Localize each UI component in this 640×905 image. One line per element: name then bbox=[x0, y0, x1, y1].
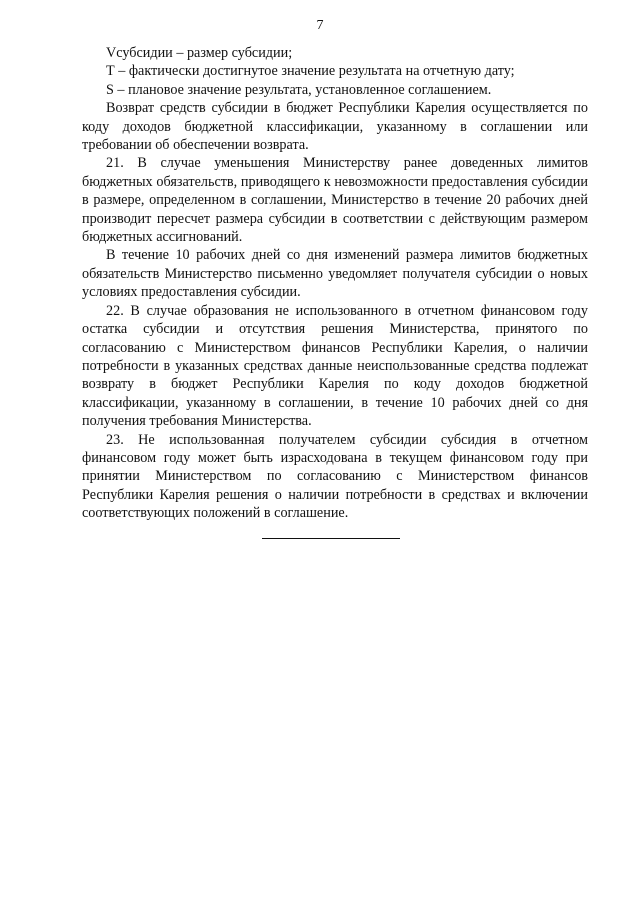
paragraph-21: 21. В случае уменьшения Министерству ранее доведенных лимитов бюджетных обязательств, приводящего к невозможности предоставления субсидии в размере, определенном в соглашении, Министерство в течение 20 рабочих дней производит пересчет размера субсидии в соответствии с действующим размером бюджетных ассигнований. bbox=[82, 155, 588, 246]
end-separator-line bbox=[262, 538, 400, 539]
paragraph-definition-s: S – плановое значение результата, установленное соглашением. bbox=[106, 81, 492, 98]
page-number: 7 bbox=[316, 18, 324, 33]
paragraph-definition-t: Т – фактически достигнутое значение результата на отчетную дату; bbox=[106, 63, 515, 80]
paragraph-23: 23. Не использованная получателем субсидии субсидия в отчетном финансовом году может быть израсходована в текущем финансовом году при принятии Министерством по согласованию с Министерством финансов Республики Карелия решения о наличии потребности в средствах и включении соответствующих положений в соглашение. bbox=[82, 431, 588, 522]
paragraph-22: 22. В случае образования не использованного в отчетном финансовом году остатка субсидии и отсутствия решения Министерства, принятого по согласованию с Министерством финансов Республики Карелия, о наличии потребности в указанных средствах данные неиспользованные средства подлежат возврату в бюджет Республики Карелия по коду доходов бюджетной классификации, указанному в соглашении, в течение 10 рабочих дней со дня получения требования Министерства. bbox=[82, 302, 588, 430]
document-body bbox=[82, 44, 588, 523]
paragraph-21-notice: В течение 10 рабочих дней со дня изменений размера лимитов бюджетных обязательств Министерство письменно уведомляет получателя субсидии о новых условиях предоставления субсидии. bbox=[82, 247, 588, 301]
paragraph-refund: Возврат средств субсидии в бюджет Республики Карелия осуществляется по коду доходов бюджетной классификации, указанному в соглашении или требовании об обеспечении возврата. bbox=[82, 100, 588, 154]
paragraph-definition-v: Vсубсидии – размер субсидии; bbox=[106, 45, 293, 61]
